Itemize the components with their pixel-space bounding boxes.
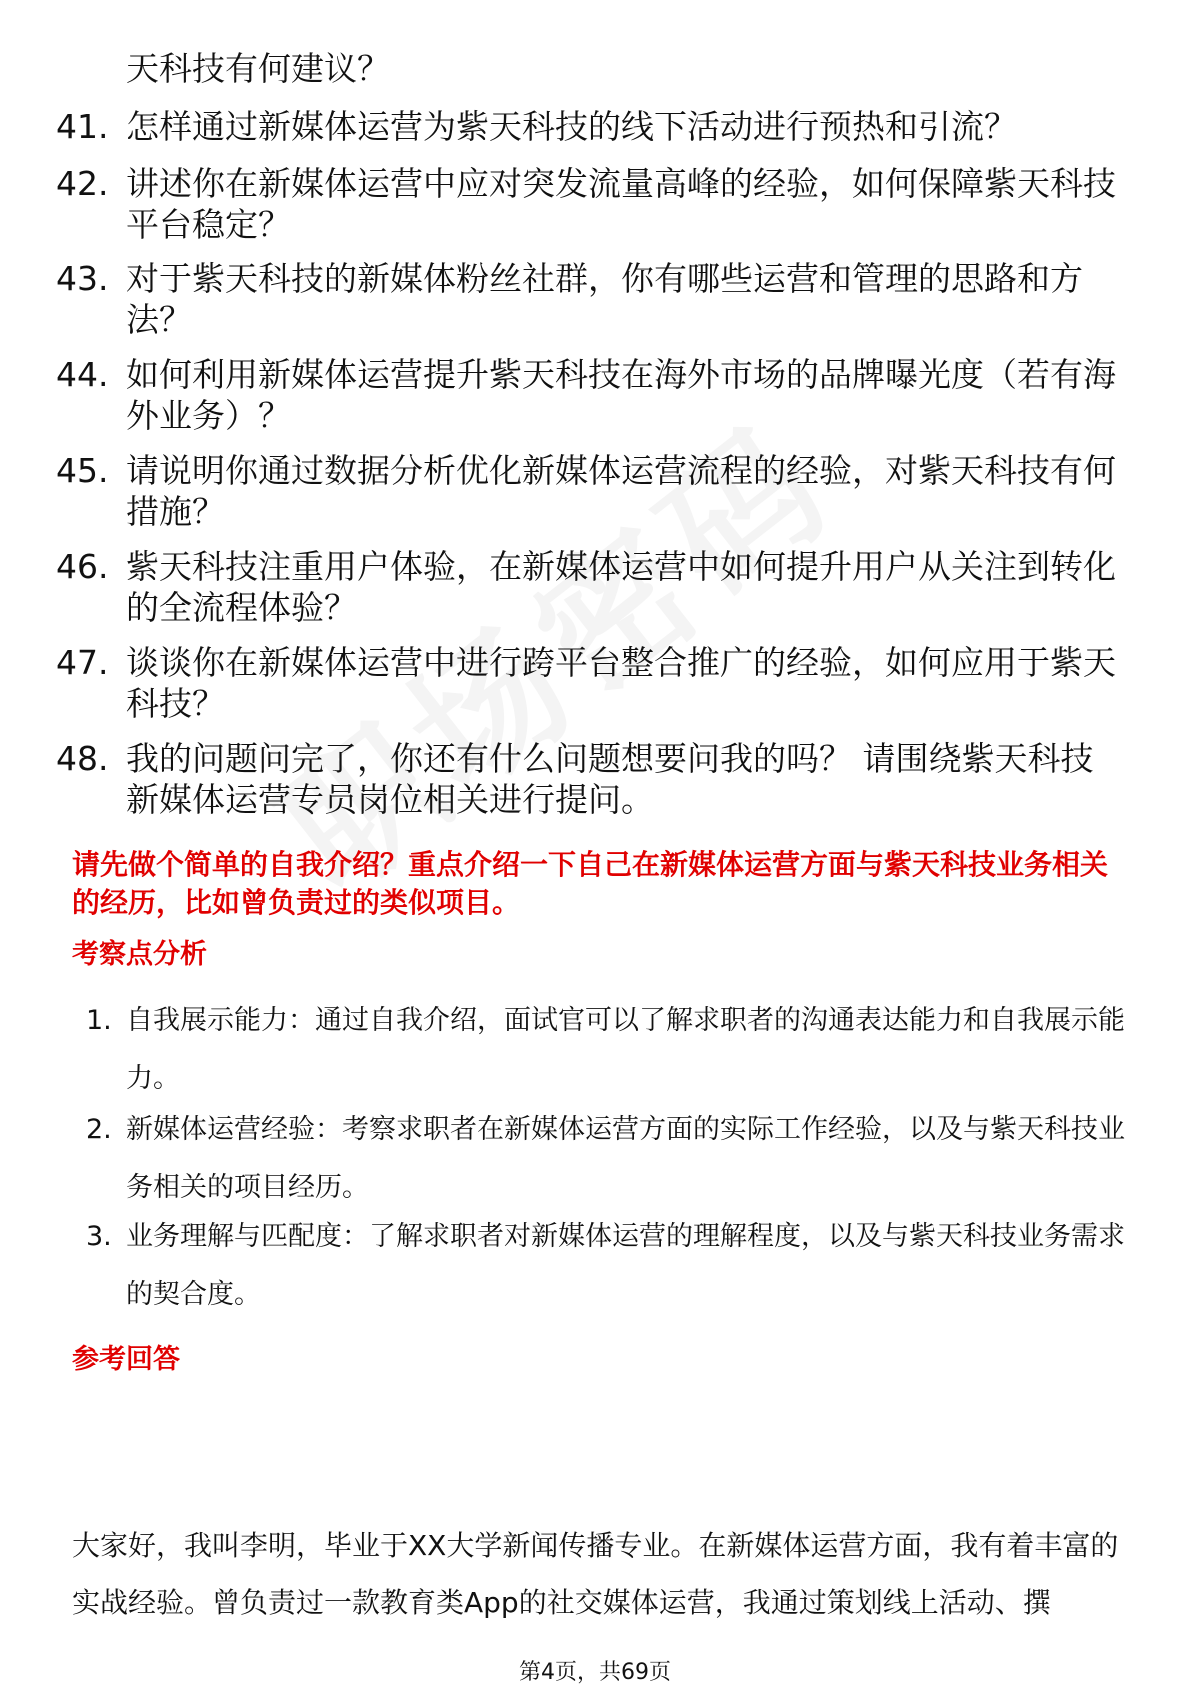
question-text: 请说明你通过数据分析优化新媒体运营流程的经验，对紫天科技有何措施？ [126, 451, 1116, 531]
question-number: 48. [56, 739, 109, 778]
analysis-point-text: 新媒体运营经验：考察求职者在新媒体运营方面的实际工作经验，以及与紫天科技业务相关的项目经历。 [126, 1114, 1125, 1203]
question-text: 讲述你在新媒体运营中应对突发流量高峰的经验，如何保障紫天科技平台稳定？ [126, 164, 1116, 244]
question-number: 47. [56, 643, 109, 682]
question-number: 46. [56, 547, 109, 586]
highlight-question: 请先做个简单的自我介绍？重点介绍一下自己在新媒体运营方面与紫天科技业务相关的经历，比如曾负责过的类似项目。 [72, 848, 1109, 919]
page-footer: 第4页，共69页 [519, 1660, 671, 1685]
question-text: 如何利用新媒体运营提升紫天科技在海外市场的品牌曝光度（若有海外业务）？ [126, 355, 1116, 435]
question-number: 42. [56, 164, 109, 203]
question-number: 44. [56, 355, 109, 394]
question-text: 紫天科技注重用户体验，在新媒体运营中如何提升用户从关注到转化的全流程体验？ [126, 547, 1116, 627]
question-number: 41. [56, 107, 109, 146]
reference-answer: 大家好，我叫李明，毕业于XX大学新闻传播专业。在新媒体运营方面，我有着丰富的实战经验。曾负责过一款教育类App的社交媒体运营，我通过策划线上活动、撰 [72, 1529, 1119, 1619]
question-number: 45. [56, 451, 109, 490]
analysis-point-number: 2. [86, 1114, 112, 1145]
analysis-point-number: 3. [86, 1221, 112, 1252]
analysis-point-number: 1. [86, 1005, 112, 1036]
question-text: 谈谈你在新媒体运营中进行跨平台整合推广的经验，如何应用于紫天科技？ [126, 643, 1116, 723]
question-number: 43. [56, 259, 109, 298]
reference-heading: 参考回答 [72, 1344, 180, 1375]
analysis-point-text: 自我展示能力：通过自我介绍，面试官可以了解求职者的沟通表达能力和自我展示能力。 [126, 1005, 1125, 1094]
question-text: 我的问题问完了，你还有什么问题想要问我的吗？ 请围绕紫天科技新媒体运营专员岗位相关进行提问。 [126, 739, 1094, 819]
question-text: 对于紫天科技的新媒体粉丝社群，你有哪些运营和管理的思路和方法？ [126, 259, 1083, 339]
analysis-point-text: 业务理解与匹配度：了解求职者对新媒体运营的理解程度，以及与紫天科技业务需求的契合度。 [126, 1221, 1125, 1310]
question-text: 怎样通过新媒体运营为紫天科技的线下活动进行预热和引流？ [126, 107, 1017, 146]
analysis-heading: 考察点分析 [72, 939, 207, 970]
question-continuation-text: 天科技有何建议？ [126, 49, 390, 88]
